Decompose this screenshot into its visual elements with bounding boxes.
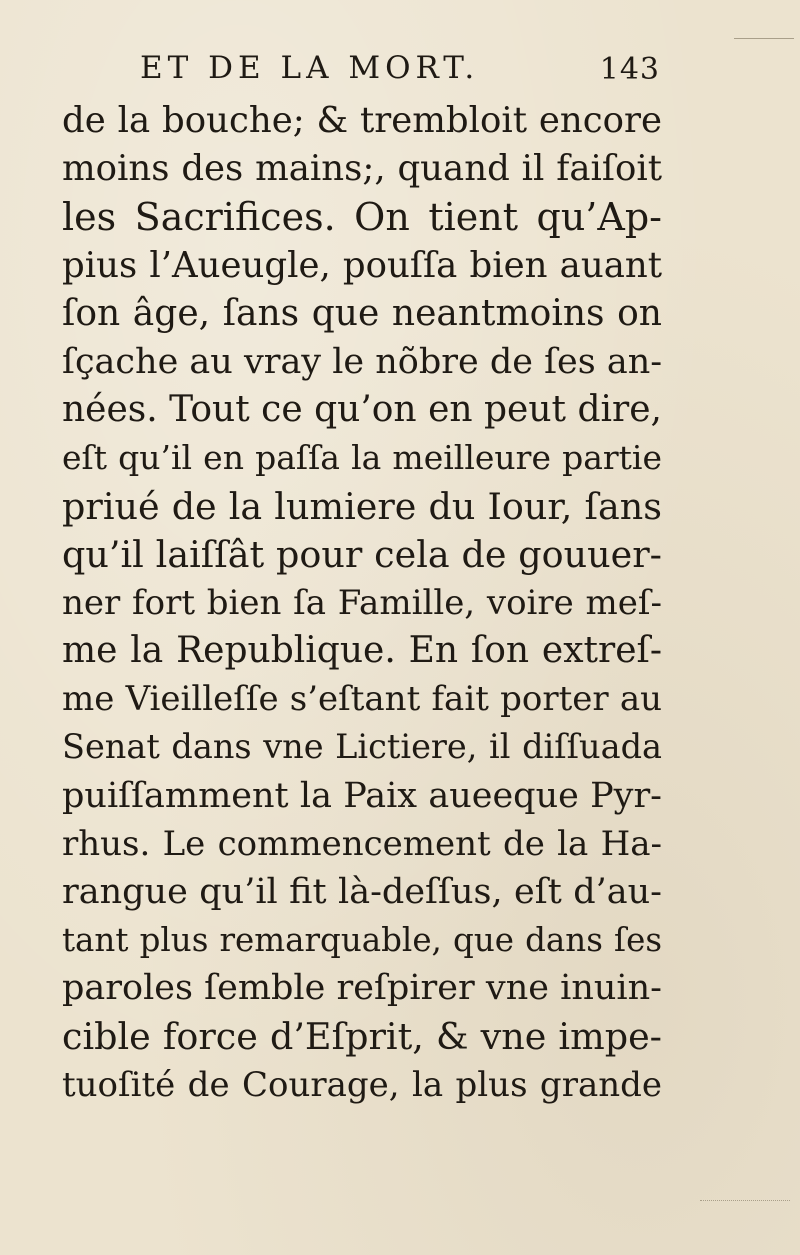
text-line: rhus. Le commencement de la Ha- <box>62 823 662 864</box>
text-line: puiſſamment la Paix aueeque Pyr- <box>62 775 662 816</box>
text-line: me Vieilleſſe s’eſtant fait porter au <box>62 679 662 720</box>
running-title: ET DE LA MORT. <box>140 50 480 86</box>
text-line: ner fort bien ſa Famille, voire meſ- <box>62 582 662 623</box>
text-line: me la Republique. En ſon extreſ- <box>62 630 662 672</box>
text-line: tuoſité de Courage, la plus grande <box>62 1064 662 1105</box>
text-line: de la bouche; & trembloit encore <box>62 100 662 141</box>
text-line: rangue qu’il fit là-deſſus, eſt d’au- <box>62 872 662 912</box>
page-number: 143 <box>599 52 660 87</box>
text-line: Senat dans vne Lictiere, il diſſuada <box>62 727 662 767</box>
text-line: tant plus remarquable, que dans ſes <box>62 921 662 960</box>
page-header <box>140 50 660 100</box>
text-line: ſon âge, ſans que neantmoins on <box>62 292 662 334</box>
text-line: eſt qu’il en paſſa la meilleure partie <box>62 438 662 478</box>
text-line: pius l’Aueugle, pouſſa bien auant <box>62 244 662 286</box>
text-line: qu’il laiſſât pour cela de gouuer- <box>62 532 662 576</box>
bleed-through-mark <box>734 38 794 41</box>
text-line: ſçache au vray le nõbre de ſes an- <box>62 341 663 382</box>
text-line: les Sacrifices. On tient qu’Ap- <box>62 195 662 240</box>
text-line: nées. Tout ce qu’on en peut dire, <box>62 389 662 431</box>
text-line: moins des mains;, quand il faiſoit <box>62 148 662 190</box>
bleed-through-mark <box>700 1200 790 1201</box>
text-line: cible force d’Eſprit, & vne impe- <box>62 1014 662 1058</box>
text-line: paroles ſemble reſpirer vne inuin- <box>62 968 662 1009</box>
body-text <box>62 97 662 1109</box>
text-line: priué de la lumiere du Iour, ſans <box>62 484 662 528</box>
